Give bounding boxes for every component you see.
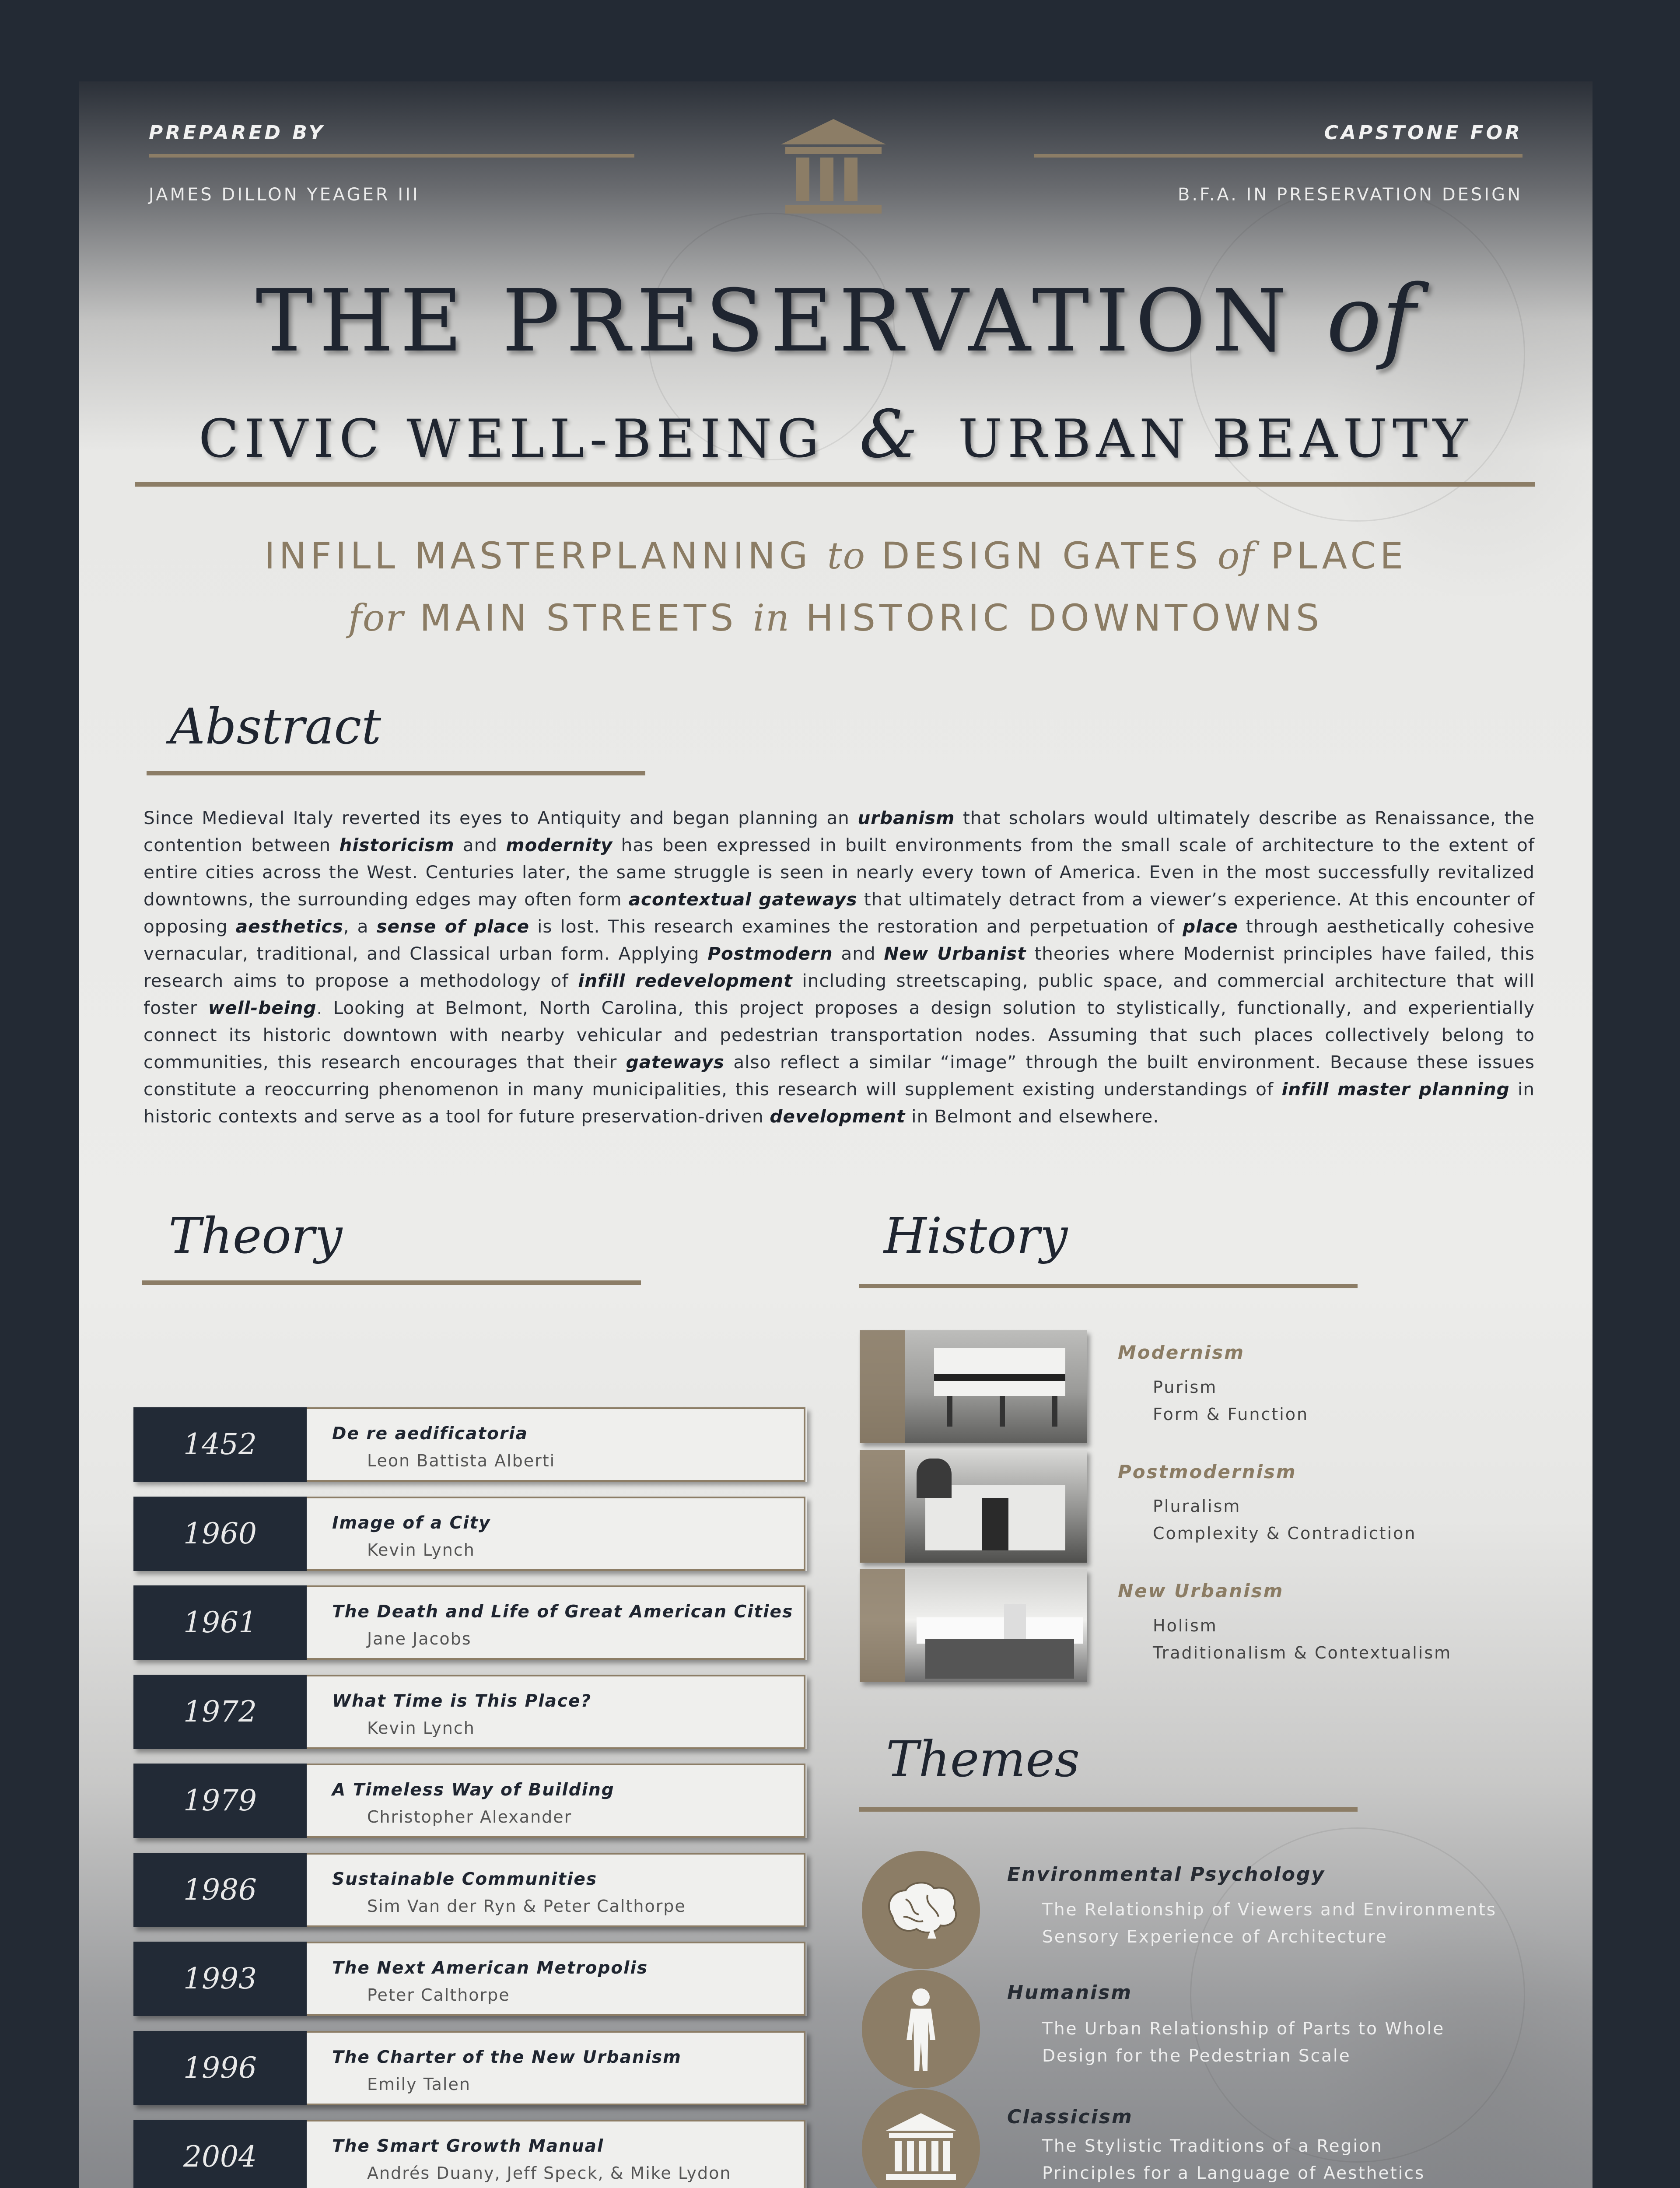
- theory-row: [133, 2031, 807, 2105]
- abstract-text-run: also reflect a similar “image” through the built environment. Because these issues constitute a reoccurring phenomenon in many municipalities, this research will supplement existing understandings of: [144, 1052, 1535, 1100]
- theory-book-title: A Timeless Way of Building: [332, 1780, 615, 1800]
- abstract-text-run: theories where Modernist principles have failed, this research aims to propose a methodology of: [144, 943, 1535, 991]
- subtitle-line2: [79, 596, 1592, 639]
- title-urban: URBAN BEAUTY: [958, 409, 1473, 470]
- classical-temple-icon: [862, 2089, 980, 2188]
- theory-card: [307, 1585, 805, 1660]
- theory-row: [133, 1585, 807, 1660]
- abstract-text-run: and: [833, 943, 884, 964]
- abstract-emphasis: infill redevelopment: [578, 970, 793, 991]
- theory-year: 1452: [133, 1407, 307, 1482]
- abstract-text-run: through aesthetically cohesive vernacular, traditional, and Classical urban form. Applying: [144, 916, 1535, 964]
- header-rule-left: [149, 154, 634, 158]
- theme-environmental-title: Environmental Psychology: [1007, 1863, 1326, 1886]
- abstract-emphasis: New Urbanist: [884, 943, 1026, 964]
- abstract-text-run: in historic contexts and serve as a tool for future preservation-driven: [144, 1079, 1535, 1127]
- theory-book-title: The Next American Metropolis: [332, 1958, 648, 1978]
- classical-temple-icon: [779, 119, 888, 215]
- theme-humanism-title: Humanism: [1007, 1981, 1133, 2004]
- abstract-emphasis: development: [770, 1106, 906, 1127]
- theory-card: [307, 1942, 805, 2016]
- abstract-text-run: is lost. This research examines the restoration and perpetuation of: [529, 916, 1183, 937]
- theme-environmental-point: The Relationship of Viewers and Environments: [1042, 1900, 1497, 1920]
- title-ampersand: &: [859, 396, 923, 473]
- theory-year: 1986: [133, 1853, 307, 1927]
- poster-title-line2: [79, 396, 1592, 473]
- title-civic: CIVIC WELL-BEING: [199, 409, 825, 470]
- theory-author: Andrés Duany, Jeff Speck, & Mike Lydon: [367, 2163, 732, 2183]
- abstract-text-run: in Belmont and elsewhere.: [905, 1106, 1159, 1127]
- abstract-emphasis: historicism: [339, 835, 455, 856]
- abstract-text-run: and: [454, 835, 506, 856]
- subtitle-italic: in: [753, 596, 790, 639]
- history-modernism-point: Form & Function: [1153, 1405, 1309, 1424]
- theory-card: [307, 2031, 805, 2105]
- abstract-text-run: Since Medieval Italy reverted its eyes to Antiquity and began planning an: [144, 807, 858, 828]
- theme-classicism-circle: [862, 2089, 980, 2188]
- theory-row: [133, 1497, 807, 1571]
- abstract-text-run: , a: [343, 916, 377, 937]
- theory-card: [307, 1764, 805, 1838]
- capstone-label: CAPSTONE FOR: [1324, 122, 1522, 144]
- history-new-urbanism-point: Traditionalism & Contextualism: [1153, 1643, 1452, 1662]
- abstract-rule: [147, 771, 645, 775]
- theme-environmental-circle: [862, 1851, 980, 1969]
- theory-card: [307, 2120, 805, 2188]
- subtitle-text: HISTORIC DOWNTOWNS: [805, 596, 1323, 639]
- theory-book-title: The Smart Growth Manual: [332, 2136, 604, 2156]
- theory-author: Kevin Lynch: [367, 1540, 475, 1560]
- theory-row: [133, 1675, 807, 1749]
- history-postmodernism-title: Postmodernism: [1118, 1461, 1297, 1483]
- theory-card: [307, 1675, 805, 1749]
- abstract-emphasis: place: [1183, 916, 1238, 937]
- history-heading: History: [884, 1208, 1068, 1265]
- theory-card: [307, 1407, 805, 1482]
- history-postmodernism-point: Pluralism: [1153, 1497, 1241, 1516]
- poster: [79, 81, 1592, 2188]
- brain-icon: [862, 1851, 980, 1969]
- theory-author: Emily Talen: [367, 2074, 471, 2094]
- theory-card: [307, 1497, 805, 1571]
- title-preservation: THE PRESERVATION: [256, 271, 1293, 371]
- subtitle-text: MAIN STREETS: [420, 596, 738, 639]
- abstract-emphasis: well-being: [208, 997, 317, 1018]
- theory-row: [133, 1407, 807, 1482]
- subtitle-italic: of: [1217, 534, 1255, 577]
- abstract-emphasis: aesthetics: [235, 916, 343, 937]
- title-of: of: [1326, 265, 1416, 372]
- abstract-emphasis: modernity: [506, 835, 613, 856]
- subtitle-italic: to: [827, 534, 866, 577]
- abstract-emphasis: sense of place: [376, 916, 530, 937]
- abstract-text-run: has been expressed in built environments from the small scale of architecture to the extent of entire cities across the West. Centuries later, the same struggle is seen in nearly every town of America. Even in the most successfully revitalized downtowns, the surrounding edges may often form: [144, 835, 1535, 910]
- theory-row: [133, 1853, 807, 1927]
- theory-year: 1961: [133, 1585, 307, 1660]
- theory-year: 1996: [133, 2031, 307, 2105]
- theme-classicism-point: The Stylistic Traditions of a Region: [1042, 2136, 1383, 2156]
- header-rule-right: [1034, 154, 1522, 158]
- history-new-urbanism-title: New Urbanism: [1118, 1580, 1284, 1602]
- theory-row: [133, 2120, 807, 2188]
- theory-heading: Theory: [168, 1208, 343, 1265]
- subtitle-text: INFILL MASTERPLANNING: [264, 534, 812, 577]
- degree-name: B.F.A. IN PRESERVATION DESIGN: [1177, 185, 1522, 205]
- abstract-emphasis: acontextual gateways: [628, 889, 858, 910]
- theory-rule: [142, 1280, 641, 1285]
- theory-author: Kevin Lynch: [367, 1718, 475, 1738]
- history-rule: [859, 1284, 1358, 1288]
- abstract-text-run: . Looking at Belmont, North Carolina, this project proposes a design solution to stylistically, functionally, and experientially connect its historic downtown with nearby vehicular and pedestrian transportation nodes. Assuming that such places collectively belong to communities, this research encourages that their: [144, 997, 1535, 1073]
- theory-author: Peter Calthorpe: [367, 1985, 510, 2005]
- prepared-by-label: PREPARED BY: [149, 122, 326, 144]
- themes-rule: [859, 1807, 1358, 1812]
- theme-humanism-point: Design for the Pedestrian Scale: [1042, 2046, 1351, 2066]
- human-figure-icon: [862, 1970, 980, 2088]
- theory-author: Leon Battista Alberti: [367, 1451, 556, 1470]
- theory-year: 1979: [133, 1764, 307, 1838]
- theory-book-title: What Time is This Place?: [332, 1691, 592, 1711]
- theory-book-title: The Charter of the New Urbanism: [332, 2047, 682, 2067]
- theory-book-title: De re aedificatoria: [332, 1424, 528, 1444]
- theory-author: Sim Van der Ryn & Peter Calthorpe: [367, 1896, 686, 1916]
- abstract-body: [144, 804, 1535, 1130]
- theme-humanism-point: The Urban Relationship of Parts to Whole: [1042, 2019, 1445, 2039]
- title-rule: [135, 482, 1535, 487]
- history-postmodernism-point: Complexity & Contradiction: [1153, 1524, 1417, 1543]
- theory-row: [133, 1764, 807, 1838]
- abstract-text-run: that ultimately detract from a viewer’s experience. At this encounter of opposing: [144, 889, 1535, 937]
- abstract-emphasis: gateways: [626, 1052, 724, 1073]
- abstract-emphasis: urbanism: [858, 807, 955, 828]
- subtitle-italic: for: [348, 596, 404, 639]
- theory-card: [307, 1853, 805, 1927]
- abstract-emphasis: Postmodern: [707, 943, 833, 964]
- author-name: JAMES DILLON YEAGER III: [149, 185, 420, 205]
- theme-classicism-title: Classicism: [1007, 2106, 1133, 2128]
- theory-year: 1972: [133, 1675, 307, 1749]
- abstract-text-run: including streetscaping, public space, and commercial architecture that will foster: [144, 970, 1535, 1018]
- history-modernism-title: Modernism: [1118, 1342, 1245, 1363]
- abstract-text-run: that scholars would ultimately describe as Renaissance, the contention between: [144, 807, 1535, 856]
- theme-environmental-point: Sensory Experience of Architecture: [1042, 1927, 1388, 1947]
- subtitle-text: PLACE: [1270, 534, 1407, 577]
- poster-title-line1: [79, 265, 1592, 372]
- theory-book-title: The Death and Life of Great American Cities: [332, 1602, 794, 1622]
- new-urbanist-town-photo: [860, 1569, 1087, 1682]
- theory-year: 2004: [133, 2120, 307, 2188]
- modernist-villa-photo: [860, 1330, 1087, 1443]
- abstract-heading: Abstract: [170, 698, 382, 755]
- abstract-emphasis: infill master planning: [1281, 1079, 1510, 1100]
- theory-year: 1993: [133, 1942, 307, 2016]
- history-new-urbanism-point: Holism: [1153, 1616, 1218, 1635]
- subtitle-line1: [79, 534, 1592, 577]
- theme-classicism-point: Principles for a Language of Aesthetics: [1042, 2163, 1425, 2183]
- theory-book-title: Sustainable Communities: [332, 1869, 598, 1889]
- themes-heading: Themes: [886, 1731, 1080, 1788]
- postmodern-house-photo: [860, 1450, 1087, 1563]
- theory-year: 1960: [133, 1497, 307, 1571]
- theory-author: Christopher Alexander: [367, 1807, 572, 1827]
- theory-author: Jane Jacobs: [367, 1629, 472, 1648]
- history-modernism-point: Purism: [1153, 1378, 1218, 1397]
- theory-row: [133, 1942, 807, 2016]
- theme-humanism-circle: [862, 1970, 980, 2088]
- subtitle-text: DESIGN GATES: [881, 534, 1202, 577]
- theory-book-title: Image of a City: [332, 1513, 491, 1533]
